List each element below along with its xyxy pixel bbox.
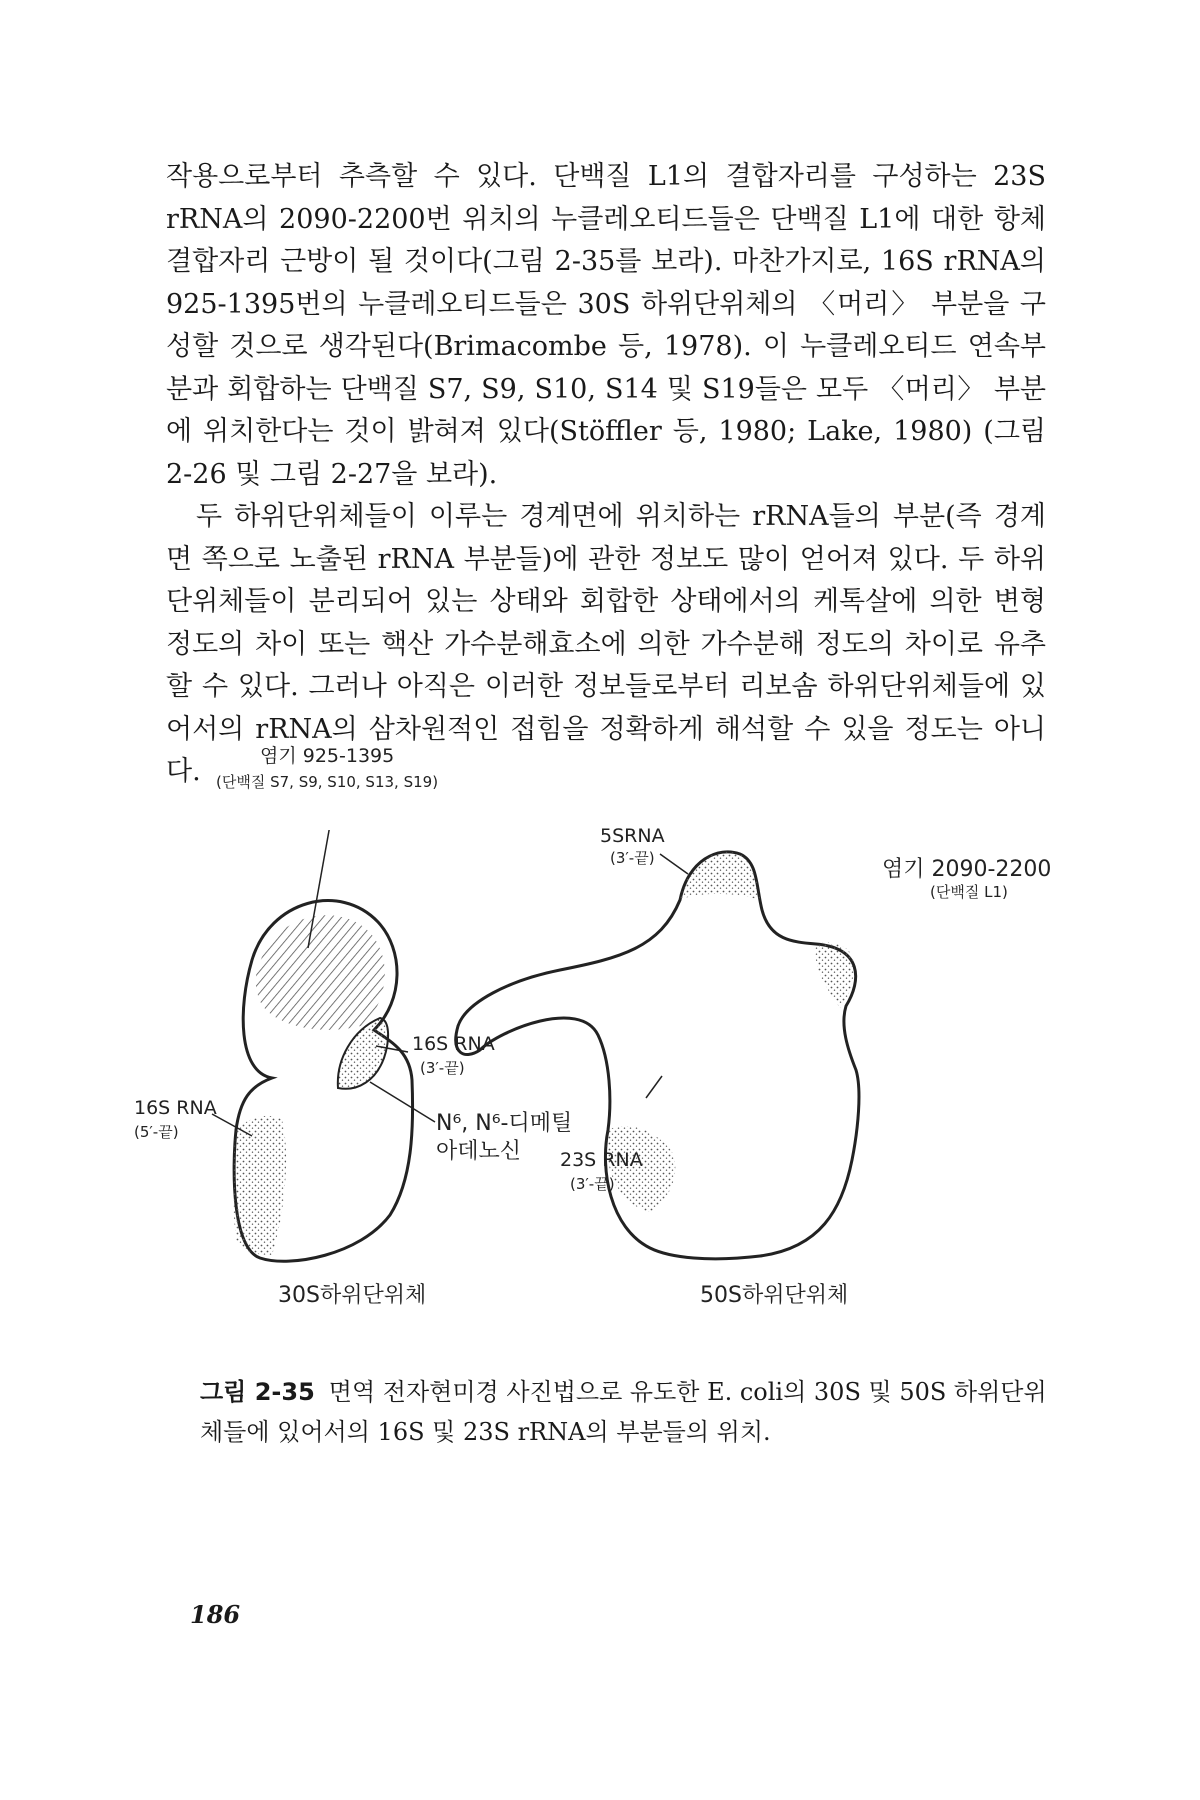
label-l1-title: 염기 2090-2200 — [882, 857, 1052, 882]
body-paragraph-1: 작용으로부터 추측할 수 있다. 단백질 L1의 결합자리를 구성하는 23S rRNA의 2090-2200번 위치의 누클레오티드들은 단백질 L1에 대한 항체 결합자리 근방이 될 것이다(그림 2-35를 보라). 마찬가지로, 16S rRNA의 925-1395번의 누클레오티드들은 30S 하위단위체의 〈머리〉 부분을 구성할 것으로 생각된다(Brimacombe 등, 1978). 이 누클레오티드 연속부분과 회합하는 단백질 S7, S9, S10, S14 및 S19들은 모두 〈머리〉 부분에 위치한다는 것이 밝혀져 있다(Stöffler 등, 1980; Lake, 1980) (그림 2-26 및 그림 2-27을 보라). — [166, 161, 1046, 490]
label-23s-3end-sub: (3′-끝) — [570, 1175, 615, 1193]
label-16s-3end-sub: (3′-끝) — [420, 1059, 465, 1077]
caption-30s-subunit: 30S하위단위체 — [278, 1283, 427, 1308]
page-number: 186 — [190, 1600, 241, 1629]
region-16s-5end — [233, 1116, 286, 1255]
label-5s-rna-sub: (3′-끝) — [610, 849, 655, 867]
region-l1-2090-2200 — [815, 942, 854, 1008]
body-paragraph-2: 두 하위단위체들이 이루는 경계면에 위치하는 rRNA들의 부분(즉 경계면 쪽으로 노출된 rRNA 부분들)에 관한 정보도 많이 얻어져 있다. 두 하위단위체들이 분리되어 있는 상태와 회합한 상태에서의 케톡살에 의한 변형 정도의 차이 또는 핵산 가수분해효소에 의한 가수분해 정도의 차이로 유추할 수 있다. 그러나 아직은 이러한 정보들로부터 리보솜 하위단위체들에 있어서의 rRNA의 삼차원적인 접힘을 정확하게 해석할 수 있을 정도는 아니다. — [166, 501, 1046, 787]
figure-caption-text: 면역 전자현미경 사진법으로 유도한 E. coli의 30S 및 50S 하위단위체들에 있어서의 16S 및 23S rRNA의 부분들의 위치. — [200, 1378, 1047, 1446]
ribosome-diagram — [140, 830, 1080, 1350]
label-23s-3end-title: 23S RNA — [560, 1149, 643, 1171]
label-16s-5end-sub: (5′-끝) — [134, 1123, 179, 1141]
label-dimethyl-adenosine-1: N⁶, N⁶-디메틸 — [436, 1111, 573, 1136]
label-l1-sub: (단백질 L1) — [930, 883, 1008, 901]
head-region-925-1395 — [256, 915, 385, 1030]
figure-number: 그림 2-35 — [200, 1378, 315, 1406]
figure-2-35 — [134, 745, 1080, 1350]
label-16s-3end-title: 16S RNA — [412, 1033, 495, 1055]
figure-caption — [200, 1372, 1050, 1452]
label-30s-head-title: 염기 925-1395 — [260, 745, 395, 767]
label-5s-rna-title: 5SRNA — [600, 825, 665, 847]
caption-50s-subunit: 50S하위단위체 — [700, 1283, 849, 1308]
label-30s-head-proteins: (단백질 S7, S9, S10, S13, S19) — [216, 773, 439, 791]
label-dimethyl-adenosine-2: 아데노신 — [436, 1139, 522, 1164]
label-16s-5end-title: 16S RNA — [134, 1097, 217, 1119]
